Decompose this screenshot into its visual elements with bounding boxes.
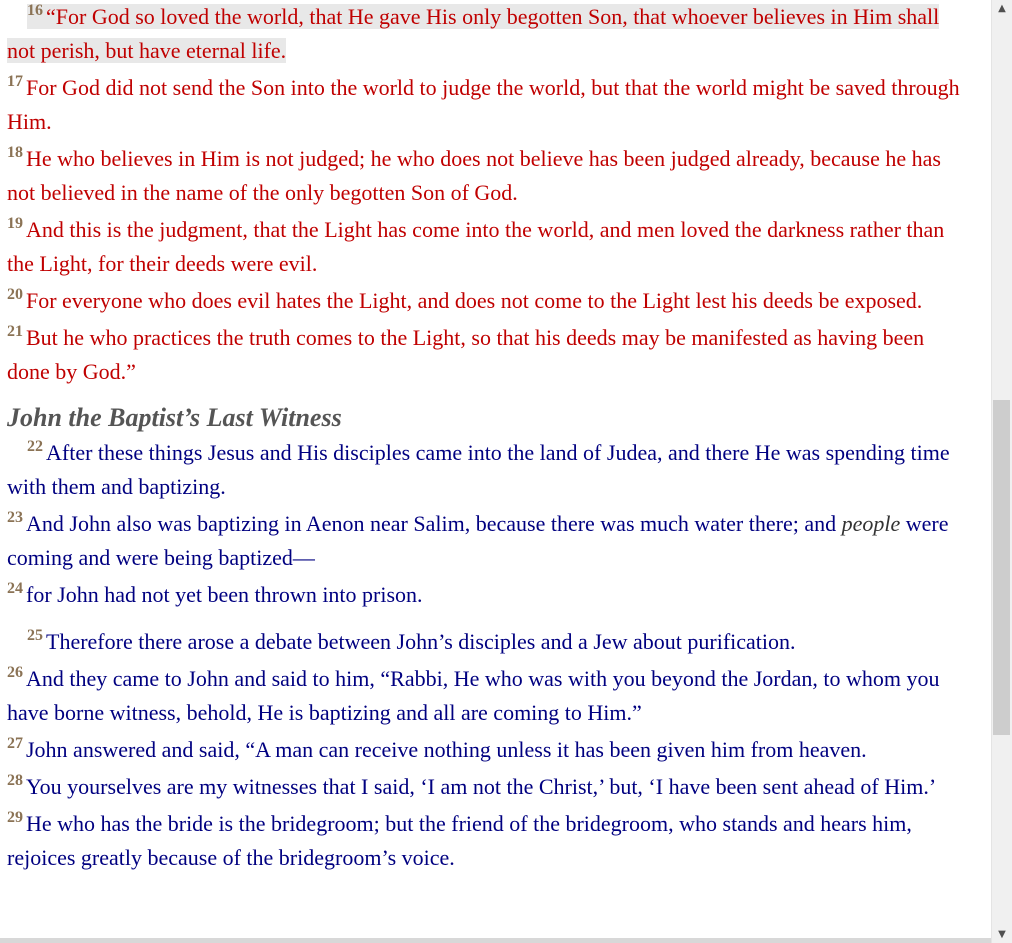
scripture-text (7, 0, 967, 878)
scroll-up-arrow-icon[interactable]: ▲ (998, 3, 1006, 14)
verse-16 (7, 0, 967, 68)
verse-28 (7, 770, 967, 804)
verse-number: 29 (7, 809, 23, 826)
verse-text: were coming and were being baptized— (7, 511, 949, 570)
verse-number: 28 (7, 772, 23, 789)
verse-text: for John had not yet been thrown into prison. (26, 582, 423, 607)
verse-22 (7, 436, 967, 504)
scrollbar-thumb[interactable] (993, 400, 1010, 735)
verse-number: 21 (7, 323, 23, 340)
verse-18 (7, 142, 967, 210)
verse-text: For God did not send the Son into the world to judge the world, but that the world might be saved through Him. (7, 75, 960, 134)
verse-text: You yourselves are my witnesses that I said, ‘I am not the Christ,’ but, ‘I have been sent ahead of Him.’ (26, 774, 937, 799)
verse-17 (7, 71, 967, 139)
verse-number: 16 (27, 2, 43, 19)
verse-text: For everyone who does evil hates the Light, and does not come to the Light lest his deeds be exposed. (26, 288, 923, 313)
verse-number: 22 (27, 438, 43, 455)
verse-26 (7, 662, 967, 730)
verse-highlight (7, 4, 939, 63)
verse-number: 18 (7, 144, 23, 161)
verse-27 (7, 733, 967, 767)
verse-24 (7, 578, 967, 612)
verse-number: 26 (7, 664, 23, 681)
verse-text: He who has the bride is the bridegroom; but the friend of the bridegroom, who stands and hears him, rejoices greatly because of the bridegroom’s voice. (7, 811, 912, 870)
verse-21 (7, 321, 967, 389)
verse-italic-word: people (841, 511, 901, 536)
verse-text: And this is the judgment, that the Light has come into the world, and men loved the darkness rather than the Light, for their deeds were evil. (7, 217, 945, 276)
bottom-edge-bar (0, 938, 991, 943)
verse-19 (7, 213, 967, 281)
verse-text: “For God so loved the world, that He gave His only begotten Son, that whoever believes in Him shall not perish, but have eternal life. (7, 4, 940, 63)
verse-text: After these things Jesus and His disciples came into the land of Judea, and there He was spending time with them and baptizing. (7, 440, 950, 499)
section-heading: John the Baptist’s Last Witness (7, 403, 342, 432)
verse-number: 24 (7, 580, 23, 597)
verse-text: He who believes in Him is not judged; he who does not believe has been judged already, because he has not believed in the name of the only begotten Son of God. (7, 146, 941, 205)
verse-number: 19 (7, 215, 23, 232)
verse-20 (7, 284, 967, 318)
verse-29 (7, 807, 967, 875)
verse-number: 27 (7, 735, 23, 752)
verse-number: 25 (27, 627, 43, 644)
verse-text: And they came to John and said to him, “Rabbi, He who was with you beyond the Jordan, to whom you have borne witness, behold, He is baptizing and all are coming to Him.” (7, 666, 940, 725)
verse-number: 17 (7, 73, 23, 90)
verse-text: And John also was baptizing in Aenon near Salim, because there was much water there; and (26, 511, 842, 536)
verse-text: John answered and said, “A man can receive nothing unless it has been given him from heaven. (26, 737, 867, 762)
verse-25 (7, 625, 967, 659)
vertical-scrollbar[interactable] (991, 0, 1012, 943)
scroll-down-arrow-icon[interactable]: ▼ (998, 929, 1006, 940)
verse-number: 20 (7, 286, 23, 303)
verse-23 (7, 507, 967, 575)
verse-text: But he who practices the truth comes to the Light, so that his deeds may be manifested as having been done by God.” (7, 325, 925, 384)
verse-text: Therefore there arose a debate between John’s disciples and a Jew about purification. (46, 629, 796, 654)
verse-number: 23 (7, 509, 23, 526)
